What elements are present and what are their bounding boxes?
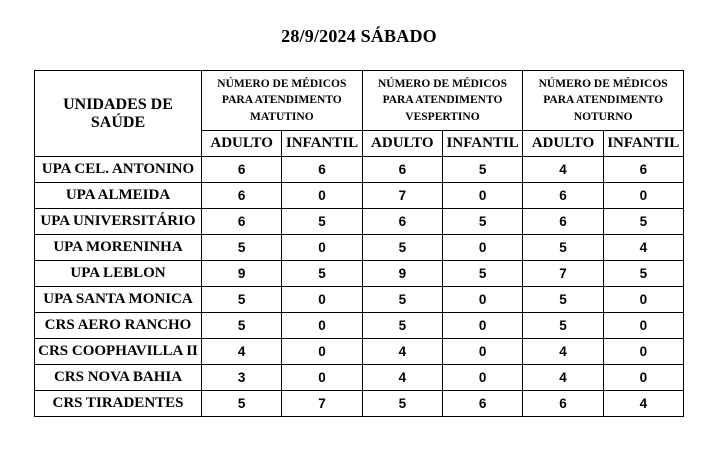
value-cell: 5: [523, 235, 603, 261]
value-cell: 6: [523, 183, 603, 209]
column-group-matutino: NÚMERO DE MÉDICOS PARA ATENDIMENTO MATUTINO: [202, 71, 363, 131]
value-cell: 3: [202, 365, 282, 391]
value-cell: 4: [603, 235, 683, 261]
value-cell: 5: [202, 235, 282, 261]
column-header-matutino-infantil: INFANTIL: [282, 131, 362, 157]
table-row: [35, 235, 684, 261]
value-cell: 5: [362, 313, 442, 339]
column-group-vespertino: NÚMERO DE MÉDICOS PARA ATENDIMENTO VESPERTINO: [362, 71, 523, 131]
value-cell: 0: [603, 183, 683, 209]
column-header-vespertino-infantil: INFANTIL: [442, 131, 522, 157]
column-header-vespertino-adulto: ADULTO: [362, 131, 442, 157]
value-cell: 7: [362, 183, 442, 209]
value-cell: 7: [282, 391, 362, 417]
value-cell: 6: [202, 157, 282, 183]
unit-cell: CRS TIRADENTES: [35, 391, 202, 417]
table-header: [35, 71, 684, 157]
value-cell: 6: [202, 209, 282, 235]
value-cell: 5: [202, 287, 282, 313]
value-cell: 6: [362, 209, 442, 235]
value-cell: 6: [442, 391, 522, 417]
unit-cell: UPA CEL. ANTONINO: [35, 157, 202, 183]
value-cell: 0: [603, 339, 683, 365]
value-cell: 0: [442, 339, 522, 365]
value-cell: 5: [202, 313, 282, 339]
column-header-matutino-adulto: ADULTO: [202, 131, 282, 157]
value-cell: 0: [282, 235, 362, 261]
value-cell: 5: [523, 287, 603, 313]
value-cell: 0: [282, 313, 362, 339]
page-title: 28/9/2024 SÁBADO: [281, 26, 437, 46]
table-row: [35, 157, 684, 183]
value-cell: 0: [282, 365, 362, 391]
value-cell: 5: [362, 391, 442, 417]
value-cell: 6: [362, 157, 442, 183]
unit-cell: UPA ALMEIDA: [35, 183, 202, 209]
value-cell: 4: [362, 365, 442, 391]
value-cell: 5: [523, 313, 603, 339]
value-cell: 9: [202, 261, 282, 287]
table-row: [35, 313, 684, 339]
unit-cell: UPA SANTA MONICA: [35, 287, 202, 313]
column-group-noturno: NÚMERO DE MÉDICOS PARA ATENDIMENTO NOTURNO: [523, 71, 684, 131]
value-cell: 0: [442, 287, 522, 313]
value-cell: 4: [523, 365, 603, 391]
value-cell: 0: [603, 365, 683, 391]
table-row: [35, 209, 684, 235]
value-cell: 4: [603, 391, 683, 417]
value-cell: 5: [603, 209, 683, 235]
table-row: [35, 365, 684, 391]
table-row: [35, 287, 684, 313]
value-cell: 0: [442, 365, 522, 391]
table-body: [35, 157, 684, 417]
value-cell: 0: [442, 183, 522, 209]
value-cell: 7: [523, 261, 603, 287]
value-cell: 5: [603, 261, 683, 287]
unit-cell: UPA LEBLON: [35, 261, 202, 287]
value-cell: 5: [282, 209, 362, 235]
value-cell: 5: [362, 287, 442, 313]
value-cell: 5: [442, 261, 522, 287]
column-header-noturno-infantil: INFANTIL: [603, 131, 683, 157]
value-cell: 4: [202, 339, 282, 365]
value-cell: 5: [282, 261, 362, 287]
value-cell: 5: [362, 235, 442, 261]
column-header-unidades-de-saude: UNIDADES DE SAÚDE: [35, 71, 202, 157]
value-cell: 0: [282, 339, 362, 365]
value-cell: 9: [362, 261, 442, 287]
value-cell: 0: [442, 313, 522, 339]
value-cell: 0: [282, 287, 362, 313]
value-cell: 0: [603, 313, 683, 339]
value-cell: 0: [442, 235, 522, 261]
unit-cell: UPA UNIVERSITÁRIO: [35, 209, 202, 235]
unit-cell: CRS AERO RANCHO: [35, 313, 202, 339]
value-cell: 4: [362, 339, 442, 365]
value-cell: 6: [603, 157, 683, 183]
unit-cell: CRS COOPHAVILLA II: [35, 339, 202, 365]
value-cell: 5: [202, 391, 282, 417]
column-header-noturno-adulto: ADULTO: [523, 131, 603, 157]
value-cell: 5: [442, 209, 522, 235]
value-cell: 6: [202, 183, 282, 209]
value-cell: 4: [523, 339, 603, 365]
unit-cell: UPA MORENINHA: [35, 235, 202, 261]
value-cell: 0: [603, 287, 683, 313]
table-row: [35, 391, 684, 417]
medical-staff-schedule-table: [34, 70, 684, 417]
value-cell: 0: [282, 183, 362, 209]
value-cell: 6: [282, 157, 362, 183]
table-row: [35, 339, 684, 365]
value-cell: 6: [523, 391, 603, 417]
unit-cell: CRS NOVA BAHIA: [35, 365, 202, 391]
value-cell: 5: [442, 157, 522, 183]
value-cell: 6: [523, 209, 603, 235]
table-row: [35, 261, 684, 287]
value-cell: 4: [523, 157, 603, 183]
table-row: [35, 183, 684, 209]
